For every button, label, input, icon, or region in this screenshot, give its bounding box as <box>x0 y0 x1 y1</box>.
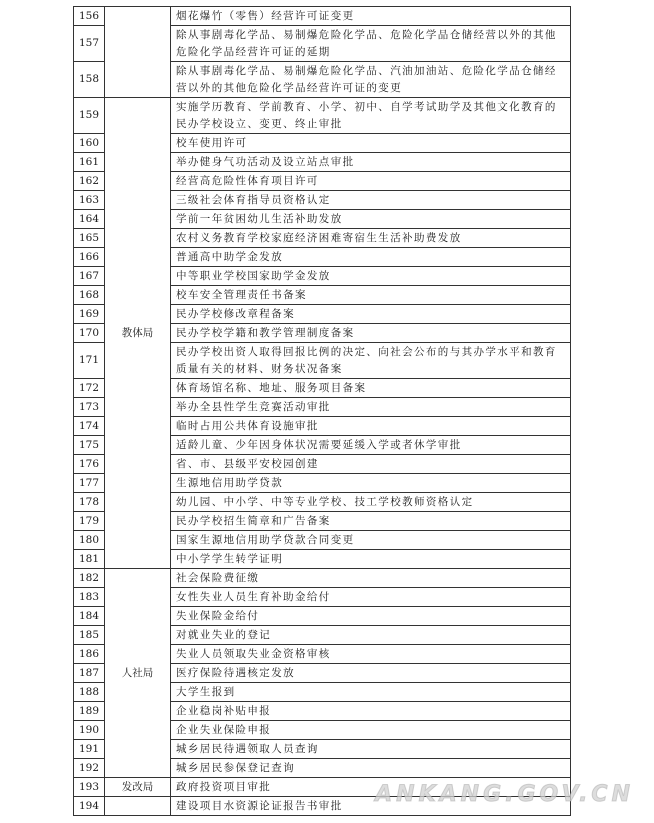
row-number: 181 <box>74 550 105 569</box>
row-number: 187 <box>74 664 105 683</box>
row-number: 182 <box>74 569 105 588</box>
row-number: 156 <box>74 7 105 26</box>
row-number: 160 <box>74 134 105 153</box>
dept-cell-blank <box>105 797 171 816</box>
row-item: 三级社会体育指导员资格认定 <box>171 191 571 210</box>
row-item: 民办学校修改章程备案 <box>171 305 571 324</box>
row-item: 大学生报到 <box>171 683 571 702</box>
row-number: 189 <box>74 702 105 721</box>
row-number: 191 <box>74 740 105 759</box>
row-item: 女性失业人员生育补助金给付 <box>171 588 571 607</box>
row-number: 163 <box>74 191 105 210</box>
row-number: 175 <box>74 436 105 455</box>
dept-cell-development-reform: 发改局 <box>105 778 171 797</box>
site-watermark: ANKANG.GOV.CN <box>375 782 634 807</box>
table-row <box>74 7 571 26</box>
row-number: 162 <box>74 172 105 191</box>
row-number: 172 <box>74 379 105 398</box>
row-number: 178 <box>74 493 105 512</box>
row-item: 城乡居民待遇领取人员查询 <box>171 740 571 759</box>
row-number: 159 <box>74 98 105 134</box>
row-item: 临时占用公共体育设施审批 <box>171 417 571 436</box>
row-number: 173 <box>74 398 105 417</box>
row-number: 157 <box>74 26 105 62</box>
row-number: 161 <box>74 153 105 172</box>
row-item: 普通高中助学金发放 <box>171 248 571 267</box>
dept-cell-hr-social: 人社局 <box>105 569 171 778</box>
row-number: 194 <box>74 797 105 816</box>
row-item: 民办学校招生简章和广告备案 <box>171 512 571 531</box>
table-row <box>74 98 571 134</box>
row-number: 158 <box>74 62 105 98</box>
dept-cell-blank <box>105 7 171 98</box>
row-number: 180 <box>74 531 105 550</box>
row-item: 企业稳岗补贴申报 <box>171 702 571 721</box>
row-item: 民办学校出资人取得回报比例的决定、向社会公布的与其办学水平和教育质量有关的材料、财务状况备案 <box>171 343 571 379</box>
row-number: 179 <box>74 512 105 531</box>
row-item: 体育场馆名称、地址、服务项目备案 <box>171 379 571 398</box>
row-item: 民办学校学籍和教学管理制度备案 <box>171 324 571 343</box>
dept-cell-education: 教体局 <box>105 98 171 569</box>
row-item: 除从事剧毒化学品、易制爆危险化学品、汽油加油站、危险化学品仓储经营以外的其他危险化学品经营许可证的变更 <box>171 62 571 98</box>
row-number: 190 <box>74 721 105 740</box>
row-number: 193 <box>74 778 105 797</box>
row-item: 医疗保险待遇核定发放 <box>171 664 571 683</box>
approval-items-table <box>73 6 571 816</box>
row-item: 举办全县性学生竞赛活动审批 <box>171 398 571 417</box>
row-item: 实施学历教育、学前教育、小学、初中、自学考试助学及其他文化教育的民办学校设立、变更、终止审批 <box>171 98 571 134</box>
row-item: 校车使用许可 <box>171 134 571 153</box>
row-item: 建设项目水资源论证报告书审批 <box>171 797 571 816</box>
row-item: 对就业失业的登记 <box>171 626 571 645</box>
row-number: 183 <box>74 588 105 607</box>
row-number: 169 <box>74 305 105 324</box>
row-item: 适龄儿童、少年因身体状况需要延缓入学或者休学审批 <box>171 436 571 455</box>
row-item: 省、市、县级平安校园创建 <box>171 455 571 474</box>
row-item: 国家生源地信用助学贷款合同变更 <box>171 531 571 550</box>
row-item: 失业人员领取失业金资格审核 <box>171 645 571 664</box>
row-item: 除从事剧毒化学品、易制爆危险化学品、危险化学品仓储经营以外的其他危险化学品经营许可证的延期 <box>171 26 571 62</box>
row-number: 167 <box>74 267 105 286</box>
row-item: 烟花爆竹（零售）经营许可证变更 <box>171 7 571 26</box>
row-item: 经营高危险性体育项目许可 <box>171 172 571 191</box>
row-number: 192 <box>74 759 105 778</box>
row-item: 中等职业学校国家助学金发放 <box>171 267 571 286</box>
row-number: 165 <box>74 229 105 248</box>
row-number: 170 <box>74 324 105 343</box>
row-item: 生源地信用助学贷款 <box>171 474 571 493</box>
row-item: 校车安全管理责任书备案 <box>171 286 571 305</box>
row-item: 失业保险金给付 <box>171 607 571 626</box>
row-item: 学前一年贫困幼儿生活补助发放 <box>171 210 571 229</box>
row-number: 171 <box>74 343 105 379</box>
table-row <box>74 569 571 588</box>
row-item: 社会保险费征缴 <box>171 569 571 588</box>
row-number: 177 <box>74 474 105 493</box>
row-number: 164 <box>74 210 105 229</box>
row-number: 188 <box>74 683 105 702</box>
row-item: 城乡居民参保登记查询 <box>171 759 571 778</box>
row-item: 举办健身气功活动及设立站点审批 <box>171 153 571 172</box>
row-item: 幼儿园、中小学、中等专业学校、技工学校教师资格认定 <box>171 493 571 512</box>
row-number: 185 <box>74 626 105 645</box>
row-number: 176 <box>74 455 105 474</box>
row-item: 农村义务教育学校家庭经济困难寄宿生生活补助费发放 <box>171 229 571 248</box>
row-item: 企业失业保险申报 <box>171 721 571 740</box>
row-item: 中小学学生转学证明 <box>171 550 571 569</box>
row-number: 186 <box>74 645 105 664</box>
row-number: 184 <box>74 607 105 626</box>
row-number: 168 <box>74 286 105 305</box>
row-item: 政府投资项目审批 <box>171 778 571 797</box>
row-number: 166 <box>74 248 105 267</box>
row-number: 174 <box>74 417 105 436</box>
